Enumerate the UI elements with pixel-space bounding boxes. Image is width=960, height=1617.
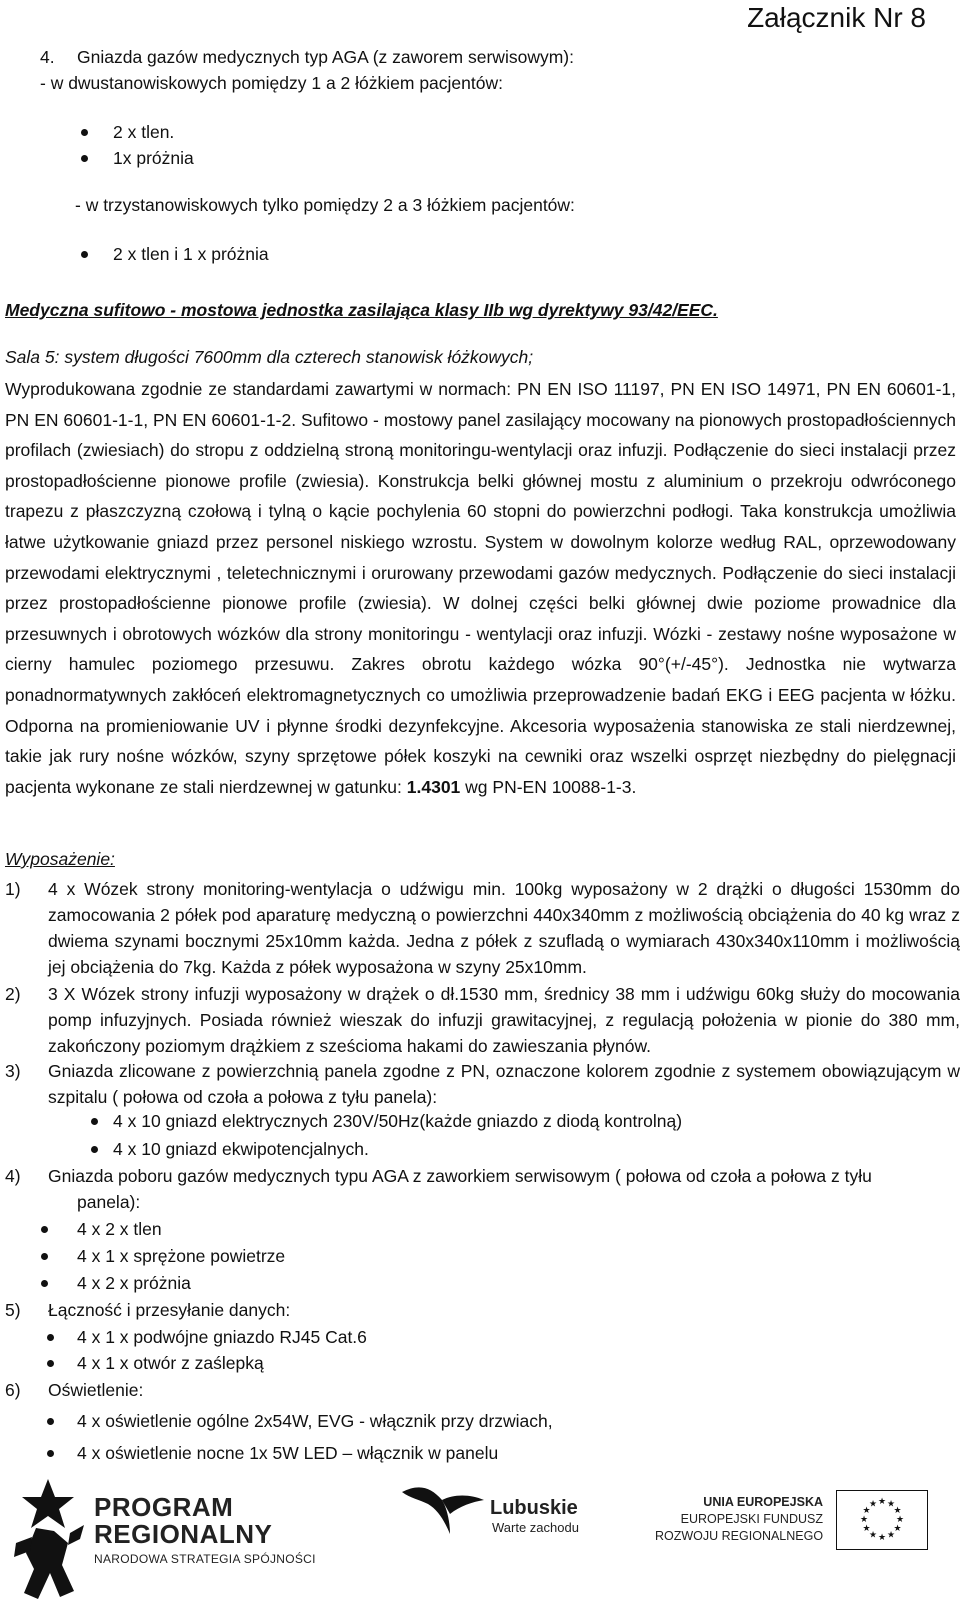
bullet-dot (41, 1280, 48, 1287)
equipment-heading: Wyposażenie: (5, 849, 115, 869)
bullet-text: 2 x tlen i 1 x próżnia (113, 244, 269, 264)
bullet-dot (41, 1253, 48, 1260)
program-logo-line1: PROGRAM (94, 1492, 234, 1522)
bullet-text: 4 x 1 x otwór z zaślepką (77, 1353, 264, 1373)
item-text-continued: panela): (77, 1192, 141, 1212)
section4-line3: - w trzystanowiskowych tylko pomiędzy 2 a 3 łóżkiem pacjentów: (75, 195, 575, 215)
bullet-dot (81, 129, 88, 136)
program-logo-line2: REGIONALNY (94, 1519, 273, 1549)
steel-grade: 1.4301 (406, 776, 461, 797)
svg-text:★: ★ (895, 1515, 905, 1525)
bullet-text: 4 x 1 x podwójne gniazdo RJ45 Cat.6 (77, 1327, 367, 1347)
svg-text:★: ★ (877, 1497, 887, 1507)
bullet-dot (47, 1418, 54, 1425)
lubuskie-logo-name: Lubuskie (490, 1497, 578, 1519)
room-spec-line: Sala 5: system długości 7600mm dla czterech stanowisk łóżkowych; (5, 347, 534, 367)
svg-text:★: ★ (886, 1499, 896, 1510)
bullet-dot (47, 1360, 54, 1367)
eu-text-line2: EUROPEJSKI FUNDUSZ (680, 1512, 823, 1526)
svg-text:★: ★ (893, 1524, 902, 1534)
bullet-dot (47, 1450, 54, 1457)
program-logo-line3: NARODOWA STRATEGIA SPÓJNOŚCI (94, 1552, 316, 1566)
bullet-text: 4 x 10 gniazd ekwipotencjalnych. (113, 1139, 369, 1159)
eu-text-line1: UNIA EUROPEJSKA (703, 1495, 823, 1509)
item-text: 4 x Wózek strony monitoring-wentylacja o udźwigu min. 100kg wyposażony w 2 drążki o długości 1530mm do zamocowania 2 półek pod aparaturę medyczną o powierzchni 440x340mm z możliwością obciążenia do 40 kg wraz z dwiema szynami bocznymi 25x10mm każda. Jedna z półek z szufladą o wymiarach 430x340x110mm i możliwością jej obciążenia do 7kg. Każda z półek wyposażona w szyny 25x10mm. (48, 879, 960, 977)
item-number: 5) (5, 1300, 21, 1320)
bullet-text: 4 x oświetlenie nocne 1x 5W LED – włącznik w panelu (77, 1443, 499, 1463)
bullet-dot (91, 1146, 98, 1153)
bullet-text: 1x próżnia (113, 148, 194, 168)
eu-flag-icon (836, 1490, 928, 1550)
eu-text-line3: ROZWOJU REGIONALNEGO (655, 1529, 824, 1543)
item-text: Gniazda poboru gazów medycznych typu AGA z zaworkiem serwisowym ( połowa od czoła a połowa z tyłu (48, 1166, 872, 1186)
bullet-dot (47, 1334, 54, 1341)
svg-text:★: ★ (877, 1533, 887, 1543)
bullet-dot (81, 251, 88, 258)
item-number: 1) (5, 879, 21, 899)
svg-text:★: ★ (859, 1515, 869, 1525)
attachment-label: Załącznik Nr 8 (747, 2, 926, 33)
section4-title: Gniazda gazów medycznych typ AGA (z zaworem serwisowym): (77, 47, 574, 67)
bullet-dot (81, 155, 88, 162)
svg-text:★: ★ (868, 1530, 878, 1541)
item-text: Oświetlenie: (48, 1380, 144, 1400)
lubuskie-swoosh-logo (398, 1480, 488, 1540)
description-paragraph (5, 374, 956, 802)
svg-text:★: ★ (893, 1506, 902, 1516)
equipment-item (5, 876, 960, 986)
svg-text:★: ★ (886, 1530, 896, 1541)
bullet-text: 2 x tlen. (113, 122, 175, 142)
svg-text:★: ★ (868, 1499, 878, 1510)
description-main: Wyprodukowana zgodnie ze standardami zawartymi w normach: PN EN ISO 11197, PN EN ISO 14971, PN EN 60601-1, PN EN 60601-1-1, PN EN 60601-1-2. Sufitowo - mostowy panel zasilający mocowany na pionowych prostopadłościennych profilach (zwiesiach) do stropu z oddzielną stroną monitoringu-wentylacji oraz infuzji. Podłączenie do sieci instalacji przez prostopadłościenne pionowe profile (zwiesia). Konstrukcja belki głównej mostu z aluminium o przekroju odwróconego trapezu z płaszczyzną czołową i tylną o kącie pochylenia 60 stopni do powierzchni podłogi. Taka konstrukcja umożliwia łatwe użytkowanie gniazd przez personel niskiego wzrostu. System w dowolnym kolorze według RAL, oprzewodowany przewodami elektrycznymi , teletechnicznymi i orurowany przewodami gazów medycznych. Podłączenie do sieci instalacji przez prostopadłościenne pionowe profile (zwiesia). W dolnej części belki głównej dwie poziome prowadnice dla przesuwnych i obrotowych wózków dla strony monitoringu - wentylacji oraz infuzji. Wózki - zestawy nośne wyposażone w cierny hamulec poziomego przesuwu. Zakres obrotu każdego wózka 90°(+/-45°). Jednostka nie wytwarza ponadnormatywnych zakłóceń elektromagnetycznych co umożliwia przeprowadzenie badań EKG i EEG pacjenta w łóżku. Odporna na promieniowanie UV i płynne środki dezynfekcyjne. Akcesoria wyposażenia stanowiska ze stali nierdzewnej, takie jak rury nośne wózków, szyny sprzętowe półek koszyki na cewniki oraz wszelki osprzęt niezbędny do pielęgnacji pacjenta wykonane ze stali nierdzewnej w gatunku: (5, 379, 956, 797)
equipment-item (5, 981, 960, 1061)
item-text: Gniazda zlicowane z powierzchnią panela zgodne z PN, oznaczone kolorem zgodnie z systemem obowiązującym w szpitalu ( połowa od czoła a połowa z tyłu panela): (48, 1061, 960, 1107)
section4-number: 4. (40, 47, 55, 67)
item-number: 6) (5, 1380, 21, 1400)
bullet-text: 4 x 2 x tlen (77, 1219, 162, 1239)
unit-heading: Medyczna sufitowo - mostowa jednostka zasilająca klasy IIb wg dyrektywy 93/42/EEC. (5, 300, 718, 320)
item-text: 3 X Wózek strony infuzji wyposażony w drążek o dł.1530 mm, średnicy 38 mm i udźwigu 60kg służy do mocowania pomp infuzyjnych. Posiada również wieszak do infuzji grawitacyjnej, z regulacją położenia w pionie do 380 mm, zakończony poziomym drążkiem z sześcioma hakami do zawieszania płynów. (48, 984, 960, 1056)
bullet-text: 4 x oświetlenie ogólne 2x54W, EVG - włącznik przy drzwiach, (77, 1411, 553, 1431)
bullet-text: 4 x 1 x sprężone powietrze (77, 1246, 286, 1266)
star-figure-logo (8, 1473, 88, 1613)
bullet-dot (91, 1118, 98, 1125)
bullet-text: 4 x 10 gniazd elektrycznych 230V/50Hz(każde gniazdo z diodą kontrolną) (113, 1111, 683, 1131)
svg-text:★: ★ (862, 1506, 871, 1516)
description-tail: wg PN-EN 10088-1-3. (460, 776, 637, 797)
item-number: 3) (5, 1061, 21, 1081)
equipment-item (5, 1058, 960, 1114)
bullet-dot (41, 1226, 48, 1233)
bullet-text: 4 x 2 x próżnia (77, 1273, 191, 1293)
lubuskie-logo-subtitle: Warte zachodu (492, 1520, 579, 1535)
section4-line2: - w dwustanowiskowych pomiędzy 1 a 2 łóżkiem pacjentów: (40, 73, 503, 93)
item-number: 4) (5, 1166, 21, 1186)
item-number: 2) (5, 984, 21, 1004)
svg-text:★: ★ (862, 1524, 871, 1534)
item-text: Łączność i przesyłanie danych: (48, 1300, 291, 1320)
